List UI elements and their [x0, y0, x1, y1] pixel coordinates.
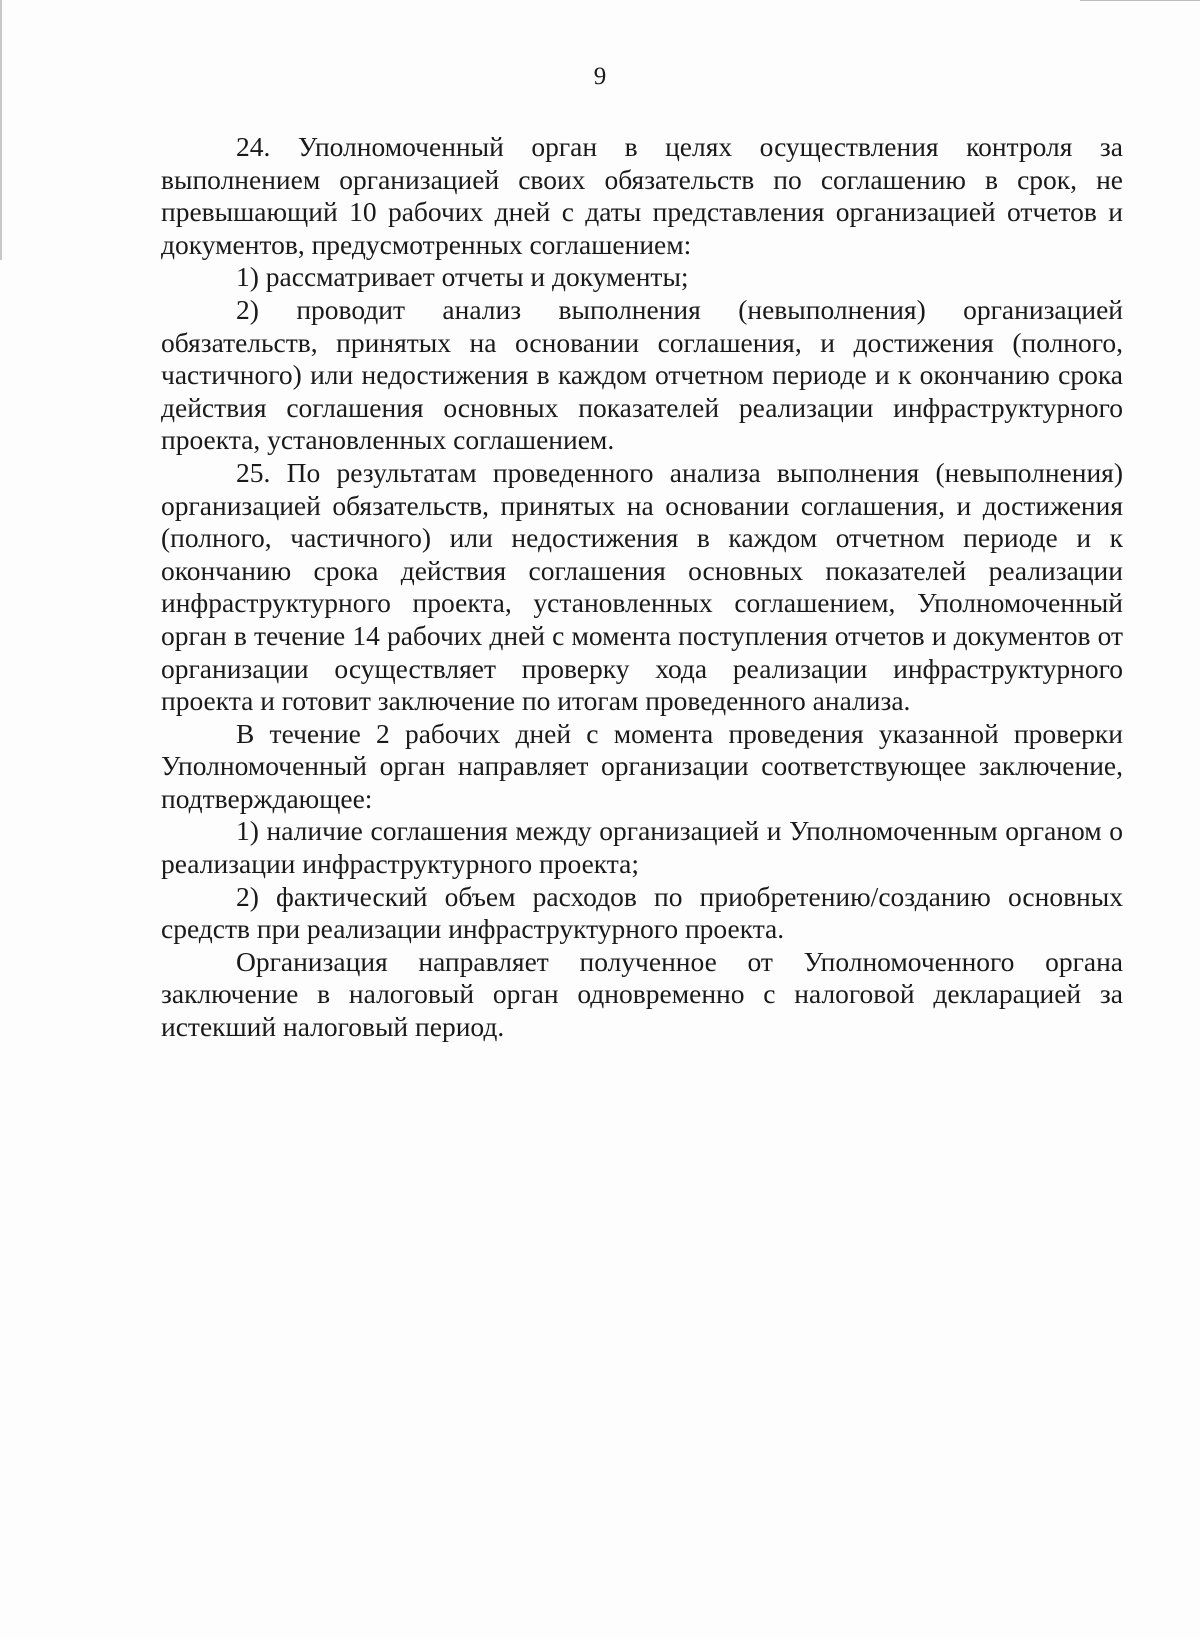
paragraph-24-item-1: 1) рассматривает отчеты и документы; — [236, 261, 689, 293]
paragraph-25-conclusion: В течение 2 рабочих дней с момента проведения указанной проверки Уполномоченный орган направляет организации соответствующее заключение, подтверждающее: — [161, 717, 1123, 814]
scan-edge-left — [0, 0, 2, 260]
paragraph-24-item-2: 2) проводит анализ выполнения (невыполнения) организацией обязательств, принятых на основании соглашения, и достижения (полного, частичного) или недостижения в каждом отчетном периоде и к окончанию срока действия соглашения основных показателей реализации инфраструктурного проекта, установленных соглашением. — [161, 293, 1123, 456]
document-body — [161, 131, 1123, 1044]
paragraph-25: 25. По результатам проведенного анализа выполнения (невыполнения) организацией обязательств, принятых на основании соглашения, и достижения (полного, частичного) или недостижения в каждом отчетном периоде и к окончанию срока действия соглашения основных показателей реализации инфраструктурного проекта, установленных соглашением, Уполномоченный орган в течение 14 рабочих дней с момента поступления отчетов и документов от организации осуществляет проверку хода реализации инфраструктурного проекта и готовит заключение по итогам проведенного анализа. — [161, 456, 1123, 717]
paragraph-25-item-1: 1) наличие соглашения между организацией и Уполномоченным органом о реализации инфраструктурного проекта; — [161, 815, 1123, 880]
paragraph-25-item-2: 2) фактический объем расходов по приобретению/созданию основных средств при реализации инфраструктурного проекта. — [161, 880, 1123, 945]
paragraph-24: 24. Уполномоченный орган в целях осуществления контроля за выполнением организацией своих обязательств по соглашению в срок, не превышающий 10 рабочих дней с даты представления организацией отчетов и документов, предусмотренных соглашением: — [161, 131, 1123, 260]
scan-edge-top — [1080, 0, 1200, 1]
paragraph-final: Организация направляет полученное от Уполномоченного органа заключение в налоговый орган одновременно с налоговой декларацией за истекший налоговый период. — [161, 945, 1123, 1043]
page-number: 9 — [593, 63, 607, 90]
